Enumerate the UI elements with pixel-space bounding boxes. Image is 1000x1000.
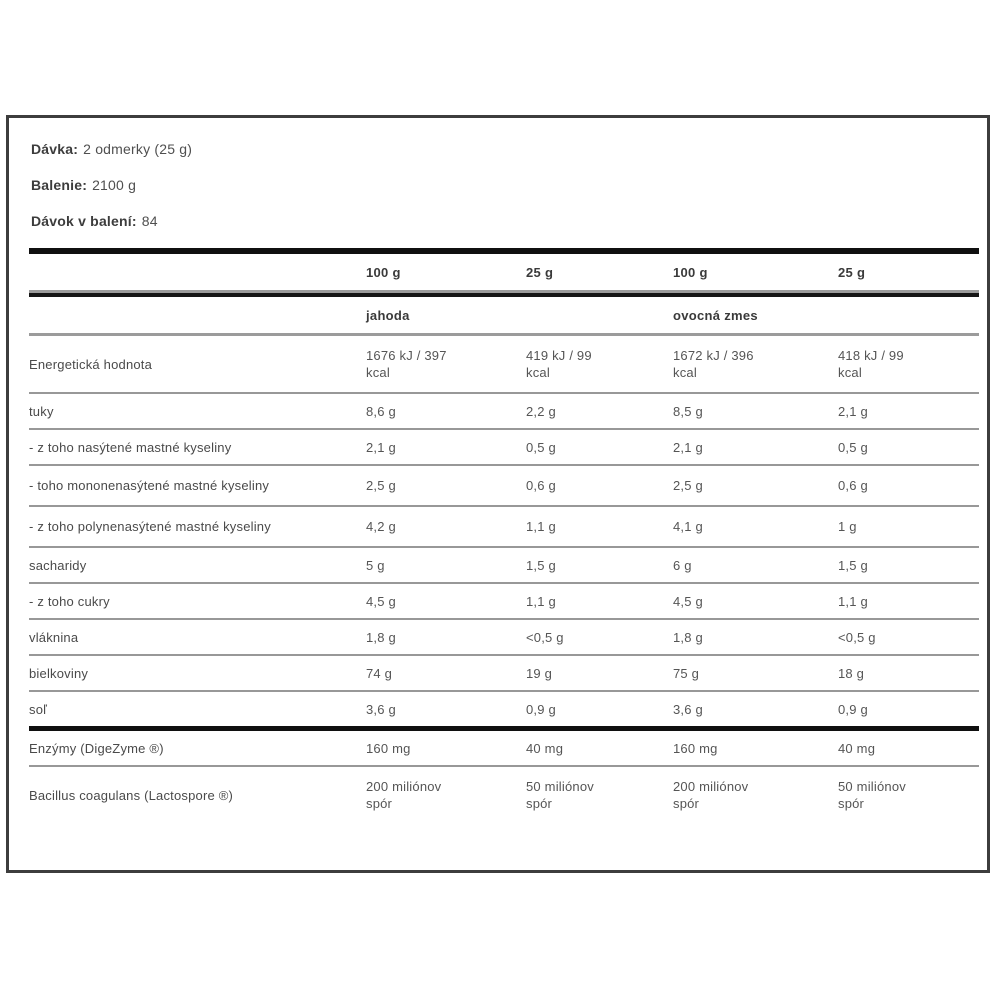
value-cell: 6 g: [673, 557, 692, 573]
serving-info-line: [31, 212, 987, 248]
column-header: 25 g: [526, 264, 554, 280]
row-label: - z toho nasýtené mastné kyseliny: [29, 439, 232, 455]
value-cell: 0,5 g: [526, 439, 556, 455]
value-cell: <0,5 g: [526, 629, 564, 645]
table-row: [29, 620, 979, 654]
value-cell: 0,6 g: [838, 478, 868, 493]
row-label: - z toho polynenasýtené mastné kyseliny: [29, 519, 271, 534]
value-cell: 2,5 g: [673, 478, 703, 493]
value-cell: 50 miliónov spór: [526, 779, 594, 811]
value-cell: 1,8 g: [673, 629, 703, 645]
serving-info-line: [31, 176, 987, 212]
value-cell: 0,9 g: [526, 701, 556, 717]
info-value: 84: [141, 213, 158, 229]
value-cell: 1,1 g: [526, 593, 556, 609]
value-cell: 40 mg: [526, 740, 564, 756]
table-row: [29, 548, 979, 582]
value-cell: 19 g: [526, 665, 553, 681]
value-cell: 2,2 g: [526, 403, 556, 419]
info-label: Dávok v balení:: [31, 213, 137, 229]
row-label: Bacillus coagulans (Lactospore ®): [29, 787, 234, 803]
value-cell: 1,5 g: [838, 557, 868, 573]
value-cell: 1,5 g: [526, 557, 556, 573]
value-cell: 2,5 g: [366, 478, 396, 493]
row-label: - toho mononenasýtené mastné kyseliny: [29, 478, 270, 493]
table-row: [29, 430, 979, 464]
info-label: Balenie:: [31, 177, 88, 193]
value-cell: 200 miliónov spór: [366, 779, 442, 811]
value-cell: 419 kJ / 99 kcal: [526, 348, 592, 380]
value-cell: 418 kJ / 99 kcal: [838, 348, 904, 380]
value-cell: 50 miliónov spór: [838, 779, 906, 811]
column-header: 100 g: [673, 264, 708, 280]
value-cell: 3,6 g: [366, 701, 396, 717]
value-cell: 75 g: [673, 665, 700, 681]
row-label: Enzýmy (DigeZyme ®): [29, 740, 164, 756]
value-cell: 74 g: [366, 665, 393, 681]
table-row: [29, 731, 979, 765]
row-label: Energetická hodnota: [29, 356, 153, 372]
serving-info-block: [9, 118, 987, 248]
serving-info-line: [31, 140, 987, 176]
value-cell: 0,9 g: [838, 701, 868, 717]
value-cell: 40 mg: [838, 740, 876, 756]
value-cell: <0,5 g: [838, 629, 876, 645]
info-label: Dávka:: [31, 141, 79, 157]
column-header: 100 g: [366, 264, 401, 280]
table-row: [29, 466, 979, 505]
row-label: bielkoviny: [29, 665, 89, 681]
value-cell: 1,1 g: [526, 519, 556, 534]
nutrition-table: [29, 248, 979, 870]
value-cell: 1 g: [838, 519, 857, 534]
row-label: sacharidy: [29, 557, 87, 573]
info-value: 2 odmerky (25 g): [83, 141, 193, 157]
table-row: [29, 584, 979, 618]
value-cell: 4,5 g: [366, 593, 396, 609]
flavor-header-row: [29, 297, 979, 333]
value-cell: 3,6 g: [673, 701, 703, 717]
row-label: - z toho cukry: [29, 593, 110, 609]
value-cell: 0,6 g: [526, 478, 556, 493]
value-cell: 4,1 g: [673, 519, 703, 534]
value-cell: 2,1 g: [838, 403, 868, 419]
value-cell: 160 mg: [366, 740, 411, 756]
table-row: [29, 692, 979, 726]
table-row: [29, 507, 979, 546]
column-header-row: [29, 254, 979, 290]
value-cell: 160 mg: [673, 740, 718, 756]
table-row: [29, 767, 979, 823]
value-cell: 1676 kJ / 397 kcal: [366, 348, 447, 380]
value-cell: 4,5 g: [673, 593, 703, 609]
info-value: 2100 g: [92, 177, 137, 193]
table-row: [29, 656, 979, 690]
row-label: tuky: [29, 403, 54, 419]
nutrition-label-card: [6, 115, 990, 873]
value-cell: 2,1 g: [366, 439, 396, 455]
row-label: soľ: [29, 701, 48, 717]
value-cell: 1,1 g: [838, 593, 868, 609]
value-cell: 4,2 g: [366, 519, 396, 534]
header-divider: [29, 290, 979, 297]
value-cell: 200 miliónov spór: [673, 779, 749, 811]
flavor-name: ovocná zmes: [673, 307, 758, 323]
row-label: vláknina: [29, 629, 79, 645]
table-row: [29, 336, 979, 392]
value-cell: 1,8 g: [366, 629, 396, 645]
value-cell: 1672 kJ / 396 kcal: [673, 348, 754, 380]
value-cell: 8,6 g: [366, 403, 396, 419]
value-cell: 0,5 g: [838, 439, 868, 455]
value-cell: 2,1 g: [673, 439, 703, 455]
value-cell: 5 g: [366, 557, 385, 573]
column-header: 25 g: [838, 264, 866, 280]
table-row: [29, 394, 979, 428]
flavor-name: jahoda: [366, 307, 410, 323]
value-cell: 18 g: [838, 665, 865, 681]
value-cell: 8,5 g: [673, 403, 703, 419]
